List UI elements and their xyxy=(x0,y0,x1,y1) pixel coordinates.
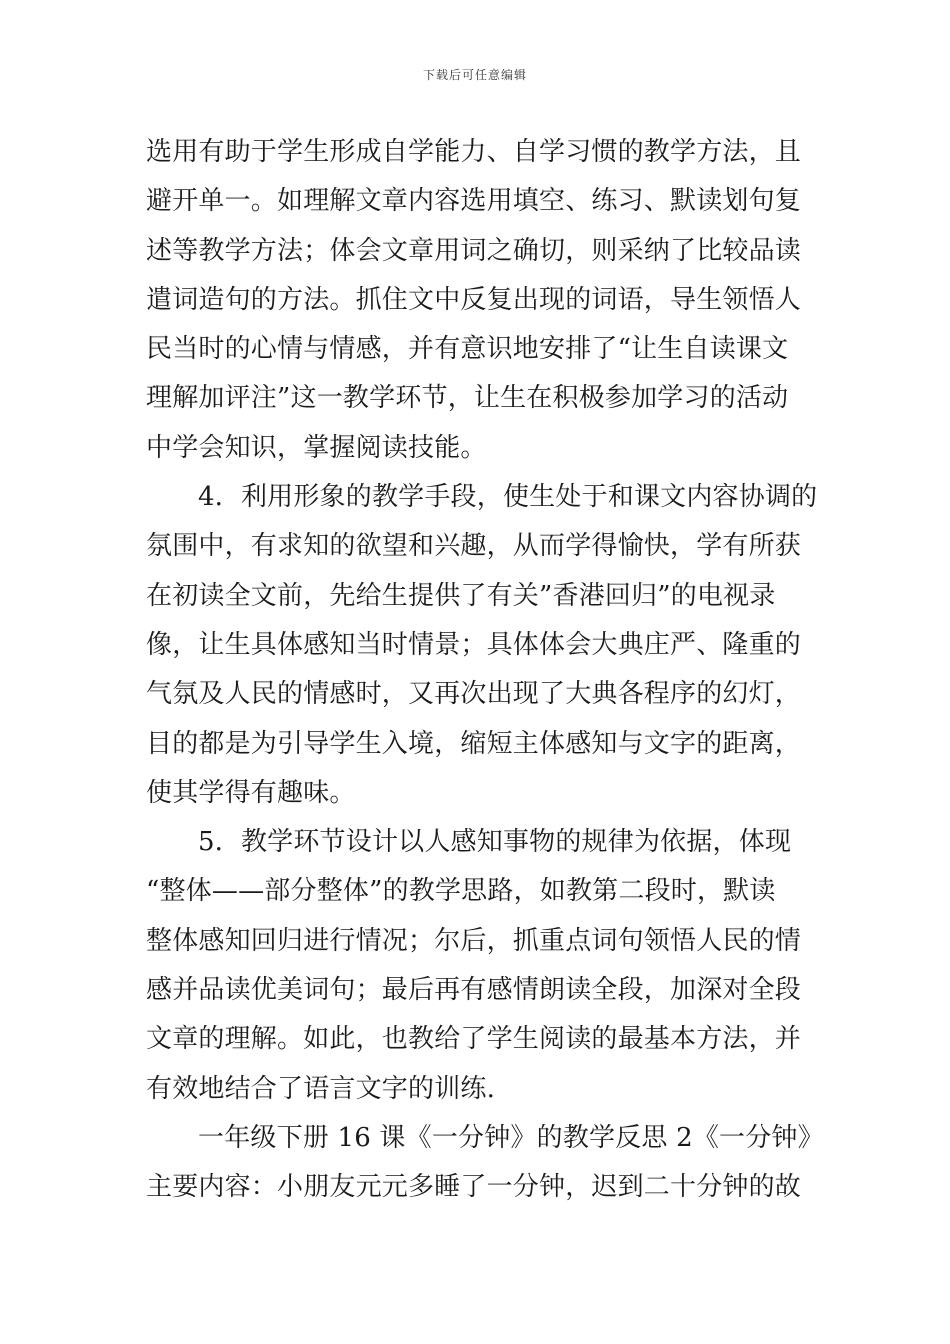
text-line: 在初读全文前，先给生提供了有关”香港回归”的电视录 xyxy=(146,580,776,611)
text-line: 中学会知识，掌握阅读技能。 xyxy=(146,432,487,463)
text-line: 一年级下册 16 课《一分钟》的教学反思 2《一分钟》 xyxy=(198,1122,824,1153)
text-line: 主要内容：小朋友元元多睡了一分钟，迟到二十分钟的故 xyxy=(146,1172,802,1203)
text-line: 整体感知回归进行情况；尔后，抓重点词句领悟人民的情 xyxy=(146,925,802,956)
text-line: 使其学得有趣味。 xyxy=(146,777,356,808)
text-line: 像，让生具体感知当时情景；具体体会大典庄严、隆重的 xyxy=(146,629,802,660)
text-line: 氛围中，有求知的欲望和兴趣，从而学得愉快，学有所获 xyxy=(146,531,802,562)
text-line: 文章的理解。如此，也教给了学生阅读的最基本方法，并 xyxy=(146,1024,802,1055)
text-line: 4．利用形象的教学手段，使生处于和课文内容协调的 xyxy=(198,482,818,513)
text-line: 5．教学环节设计以人感知事物的规律为依据，体现 xyxy=(198,827,792,858)
text-line: 遣词造句的方法。抓住文中反复出现的词语，导生领悟人 xyxy=(146,284,802,315)
document-body xyxy=(146,128,824,1213)
page-header: 下载后可任意编辑 xyxy=(422,68,527,82)
text-line: 目的都是为引导学生入境，缩短主体感知与文字的距离， xyxy=(146,728,802,759)
text-line: 气氛及人民的情感时，又再次出现了大典各程序的幻灯， xyxy=(146,679,802,710)
text-line: 述等教学方法；体会文章用词之确切，则采纳了比较品读 xyxy=(146,235,802,266)
text-line: 感并品读优美词句；最后再有感情朗读全段，加深对全段 xyxy=(146,975,802,1006)
text-line: “整体——部分整体”的教学思路，如教第二段时，默读 xyxy=(146,876,776,907)
text-line: 理解加评注”这一教学环节，让生在积极参加学习的活动 xyxy=(146,383,789,414)
text-line: 避开单一。如理解文章内容选用填空、练习、默读划句复 xyxy=(146,186,802,217)
text-line: 有效地结合了语言文字的训练. xyxy=(146,1073,496,1104)
text-line: 选用有助于学生形成自学能力、自学习惯的教学方法，且 xyxy=(146,137,802,167)
text-line: 民当时的心情与情感，并有意识地安排了“让生自读课文 xyxy=(146,334,789,365)
